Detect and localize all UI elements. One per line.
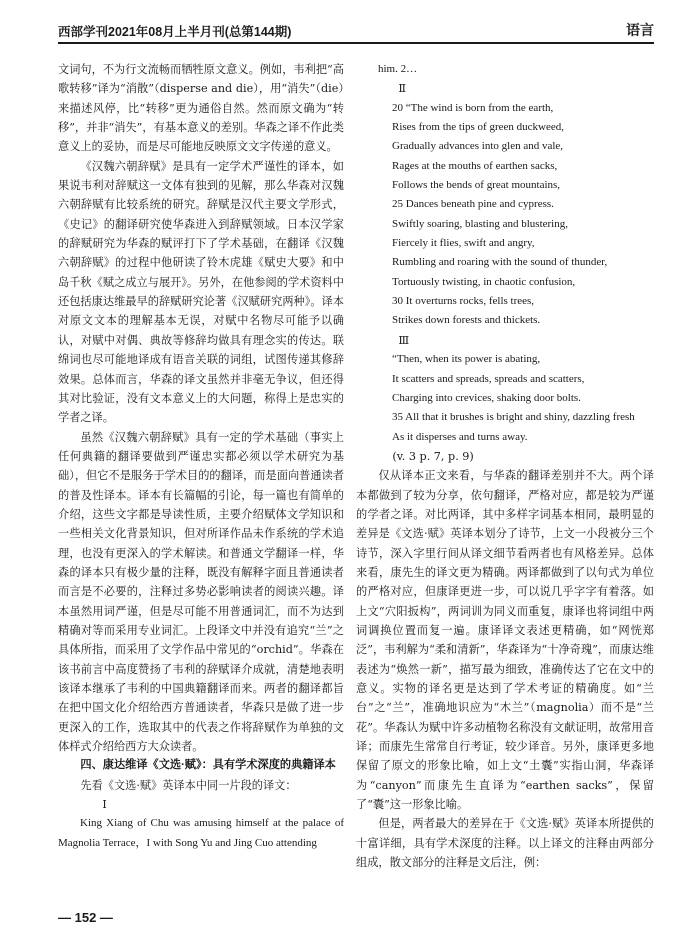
- english-translation: King Xiang of Chu was amusing himself at the palace of Magnolia Terrace，I with Song Yu and Jing Cuo attending: [58, 817, 344, 849]
- verse-line: 20 “The wind is born from the earth,: [392, 101, 554, 114]
- left-column: [58, 60, 344, 853]
- stanza-marker: Ⅰ: [102, 798, 107, 812]
- stanza-marker: Ⅱ: [398, 82, 406, 96]
- citation: (v. 3 p. 7, p. 9): [392, 449, 474, 463]
- paragraph: 《汉魏六朝辞赋》是具有一定学术严谨性的译本，如果说韦利对辞赋这一文体有独到的见解，那么华森对汉魏六朝辞赋有比较系统的研究。辞赋是汉代主要文学形式，《史记》的翻译研究使华森进入到辞赋领域。日本汉学家的辞赋研究为华森的赋评打下了学术基础，在翻译《汉魏六朝辞赋》的过程中他研读了铃木虎雄《赋史大要》和中岛千秋《赋之成立与展开》。另外，在他参阅的学术资料中还包括康达维最早的辞赋研究论著《汉赋研究两种》。译本对原文文本的理解基本无误，对赋中名物尽可能予以确认，对赋中对偶、典故等修辞均做具有理念实的传达。联绵词也尽可能地译成有语音关联的词组，试图传递其修辞效果。总体而言，华森的译文虽然并非毫无争议，但还得其对比验证，没有文本意义上的大问题，称得上是忠实的学者之译。: [58, 159, 344, 425]
- verse-line: Gradually advances into glen and vale,: [392, 140, 564, 153]
- verse-line: Fiercely it flies, swift and angry,: [392, 237, 535, 250]
- running-header: [58, 20, 654, 44]
- paragraph: 但是，两者最大的差异在于《文选·赋》英译本所提供的十富详细，具有学术深度的注释。以上译文的注释由两部分组成，散文部分的注释是文后注，例：: [356, 817, 654, 870]
- verse-line: It scatters and spreads, spreads and scatters,: [392, 372, 585, 385]
- paragraph: 仅从译本正文来看，与华森的翻译差别并不大。两个译本都做到了较为分享，依句翻译，严格对应，都是较为严谨的学者之译。对比两译，其中多样字词基本相同，最明显的差异是《文选·赋》英译本划分了诗节，上文一小段被分三个诗节，深入字里行间从译文细节看两者也有风格差异。总体来看，康先生的译文更为精确。两译都做到了以句式为单位的严格对应，但康译更进一步，可以说几乎字字有着落。如上文“穴阳扳构”，两词训为同义而重复，康译也将词组中两词调换位置而复一遍。康译译文表述更精确，如“网恍郑泛”，韦利解为“柔和清新”，华森译为“十净奇瑰”，而康达维表述为“焕然一新”，描写最为细致，准确传达了它在文中的意义。实物的译名更是达到了学术考证的精确度。如“兰台”之“兰”，准确地识应为“木兰”（magnolia）而不是“兰花”。华森认为赋中许多动植物名称没有文献证明，故常用音译；而康先生常常自行考证，较少译音。另外，康译更多地保留了原文的形象比喻，如上文“土囊”实指山洞，华森译为“canyon”而康先生直译为“earthen sacks”，保留了“囊”这一形象比喻。: [356, 469, 654, 812]
- page-number: — 152 —: [58, 910, 113, 925]
- stanza-marker: Ⅲ: [398, 333, 410, 347]
- verse-line: Swiftly soaring, blasting and blustering,: [392, 217, 568, 230]
- verse-line: “Then, when its power is abating,: [392, 353, 541, 366]
- english-translation-cont: him. 2…: [378, 63, 418, 75]
- paragraph: 文词句，不为行文流畅而牺牲原文意义。例如，韦利把“高歌转移”译为“消散”（disperse and die），用“消失”（die）来描述风停，比“转移”更为通俗自然。然而原文确为“转移”，并非“消失”，有基本意义的差别。华森之译不作此类意义上的妥协，而是尽可能地反映原文文字传递的意义。: [58, 63, 344, 154]
- verse-line: Rumbling and roaring with the sound of thunder,: [392, 256, 608, 269]
- verse-line: Rages at the mouths of earthen sacks,: [392, 159, 558, 172]
- verse-line: Follows the bends of great mountains,: [392, 179, 561, 192]
- right-column: [356, 60, 654, 872]
- paragraph: 虽然《汉魏六朝辞赋》具有一定的学术基础（事实上任何典籍的翻译要做到严谨忠实都必须以学术研究为基础），但它不是服务于学术目的的翻译，而是面向普通读者的普及性译本。译本有长篇幅的引论，每一篇也有简单的介绍，这些文字都是导读性质，主要介绍赋体文学知识和一些相关文化背景知识，但对所译作品未作系统的学术追理，也没有更深入的学术解读。和普通文学翻译一样，华森的译本只有极少量的注释，既没有解释字面且普通读者而言是不必要的，注释过多势必影响读者的阅读兴趣。译本虽然用词严谨，但是尽可能不用普通词汇，而不为达到精确对等而采用专业词汇。上段译文中并没有追究“兰”之具体所指，而采用了文学作品中常见的“orchid”。华森在该书前言中高度赞扬了韦利的辞赋译介成就，清楚地表明该译本继承了韦利的中国典籍翻译而来。两者的翻译都旨在把中国文化介绍给西方普通读者，华森只是做了进一步更深入的工作，选取其中的代表之作将辞赋作为单独的文体样式介绍给西方大众读者。: [58, 430, 344, 754]
- paragraph: 先看《文选·赋》英译本中同一片段的译文：: [80, 778, 297, 792]
- section-label: 语言: [626, 22, 654, 38]
- verse-line: Tortuously twisting, in chaotic confusion,: [392, 275, 576, 288]
- section-heading: 四、康达维译《文选·赋》：具有学术深度的典籍译本: [80, 759, 336, 772]
- verse-block: [356, 99, 654, 331]
- verse-block: [356, 350, 654, 447]
- verse-line: Rises from the tips of green duckweed,: [392, 121, 564, 134]
- verse-line: Charging into crevices, shaking door bolts.: [392, 391, 581, 404]
- journal-title: 西部学刊2021年08月上半月刊(总第144期): [58, 25, 292, 39]
- verse-line: Strikes down forests and thickets.: [392, 314, 541, 327]
- verse-line: 25 Dances beneath pine and cypress.: [392, 198, 554, 211]
- verse-line: 30 It overturns rocks, fells trees,: [392, 295, 535, 308]
- verse-line: As it disperses and turns away.: [392, 430, 528, 443]
- verse-line: 35 All that it brushes is bright and shiny, dazzling fresh: [392, 411, 635, 424]
